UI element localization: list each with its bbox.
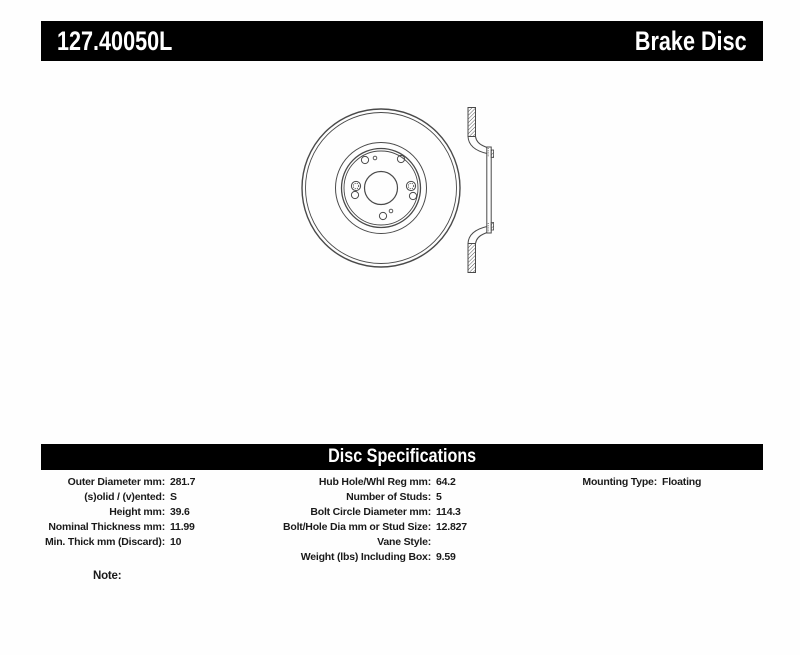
spec-row: [280, 505, 467, 520]
brake-disc-cross-section: [468, 108, 494, 273]
spec-label: Hub Hole/Whl Reg mm:: [318, 476, 431, 488]
spec-value: 11.99: [170, 521, 195, 533]
spec-label: Bolt/Hole Dia mm or Stud Size:: [282, 521, 431, 533]
spec-row: [40, 505, 195, 520]
screw-holes: [351, 181, 415, 190]
technical-drawing: [280, 90, 520, 290]
spec-label: Min. Thick mm (Discard):: [44, 536, 165, 548]
spec-label: Number of Studs:: [346, 491, 431, 503]
spec-row: [40, 520, 195, 535]
spec-row: [280, 490, 467, 505]
spec-value: Floating: [662, 476, 702, 488]
spec-value: 39.6: [170, 506, 190, 518]
spec-row: [280, 550, 467, 565]
spec-value: 5: [436, 491, 442, 503]
spec-column-middle: [280, 475, 467, 565]
part-number: 127.40050L: [57, 25, 173, 56]
spec-label: Outer Diameter mm:: [67, 476, 165, 488]
spec-row: [40, 535, 195, 550]
brake-disc-front-view: [302, 109, 460, 267]
spec-column-left: [40, 475, 195, 550]
spec-row: [40, 490, 195, 505]
spec-row: [280, 535, 467, 550]
spec-row: [280, 475, 467, 490]
spec-value: 12.827: [436, 521, 467, 533]
spec-value: 9.59: [436, 551, 456, 563]
spec-value: 281.7: [170, 476, 196, 488]
product-title: Brake Disc: [635, 25, 747, 56]
header-bar: [41, 21, 763, 61]
spec-label: Weight (lbs) Including Box:: [300, 551, 431, 563]
spec-title-bar: [41, 444, 763, 470]
spec-row: [40, 475, 195, 490]
spec-label: Vane Style:: [377, 536, 431, 548]
spec-column-right: [500, 475, 701, 490]
spec-value: S: [170, 491, 177, 503]
spec-value: 10: [170, 536, 182, 548]
spec-row: [280, 520, 467, 535]
spec-row: [500, 475, 701, 490]
spec-value: 114.3: [436, 506, 461, 518]
spec-section-title: Disc Specifications: [327, 446, 477, 467]
spec-label: (s)olid / (v)ented:: [84, 491, 165, 503]
spec-value: 64.2: [436, 476, 456, 488]
spec-label: Bolt Circle Diameter mm:: [310, 506, 431, 518]
spec-label: Nominal Thickness mm:: [48, 521, 165, 533]
spec-label: Mounting Type:: [582, 476, 657, 488]
spec-label: Height mm:: [109, 506, 165, 518]
note-label: Note:: [93, 570, 122, 582]
